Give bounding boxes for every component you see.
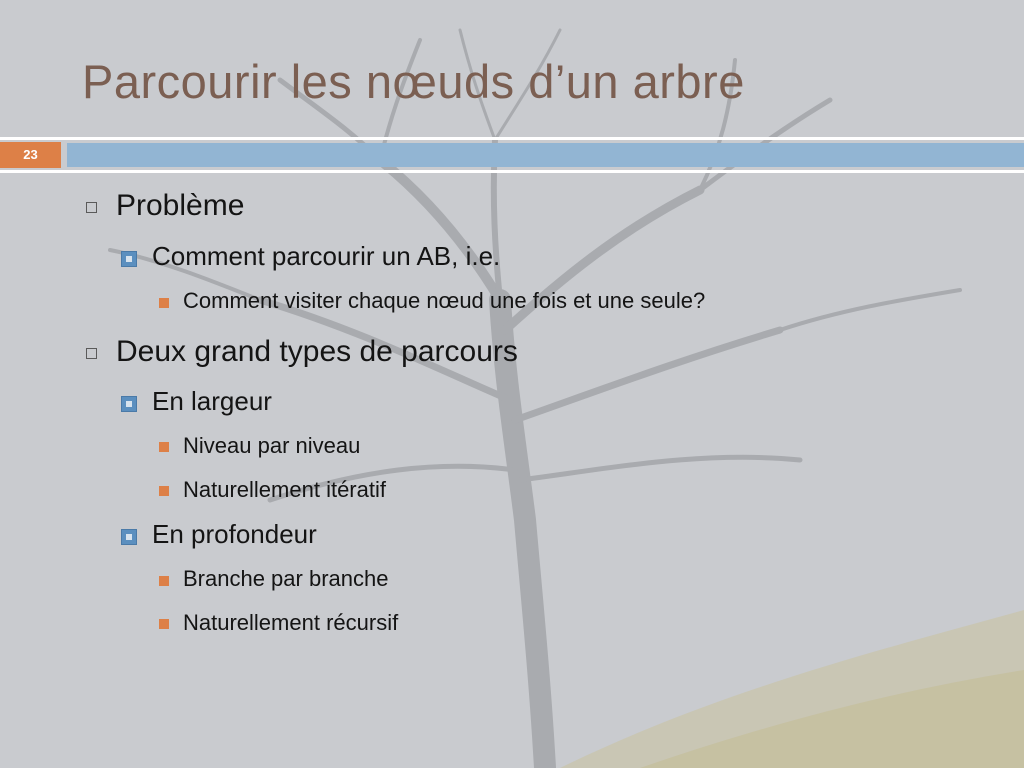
orange-square-icon [159, 298, 169, 308]
slide-number-badge: 23 [0, 142, 61, 168]
bullet-naturellement-recursif: Naturellement récursif [183, 610, 399, 635]
orange-square-icon [159, 486, 169, 496]
hollow-square-icon [86, 202, 97, 213]
blue-square-icon [121, 529, 137, 545]
orange-square-icon [159, 619, 169, 629]
hollow-square-icon [86, 348, 97, 359]
bullet-comment-visiter: Comment visiter chaque nœud une fois et une seule? [183, 288, 706, 313]
bullet-comment-parcourir: Comment parcourir un AB, i.e. [152, 241, 501, 271]
bullet-deux-types: Deux grand types de parcours [116, 335, 518, 368]
blue-square-icon [121, 251, 137, 267]
orange-square-icon [159, 442, 169, 452]
orange-square-icon [159, 576, 169, 586]
bullet-naturellement-iteratif: Naturellement itératif [183, 477, 386, 502]
bullet-en-profondeur: En profondeur [152, 519, 317, 549]
blue-square-icon [121, 396, 137, 412]
slide-title: Parcourir les nœuds d’un arbre [82, 55, 745, 108]
header-accent-bar [67, 143, 1024, 167]
header-divider-bottom [0, 170, 1024, 173]
bullet-en-largeur: En largeur [152, 386, 272, 416]
bullet-niveau-par-niveau: Niveau par niveau [183, 433, 361, 458]
bullet-branche-par-branche: Branche par branche [183, 566, 389, 591]
header-divider-top [0, 137, 1024, 140]
bullet-probleme: Problème [116, 189, 245, 222]
